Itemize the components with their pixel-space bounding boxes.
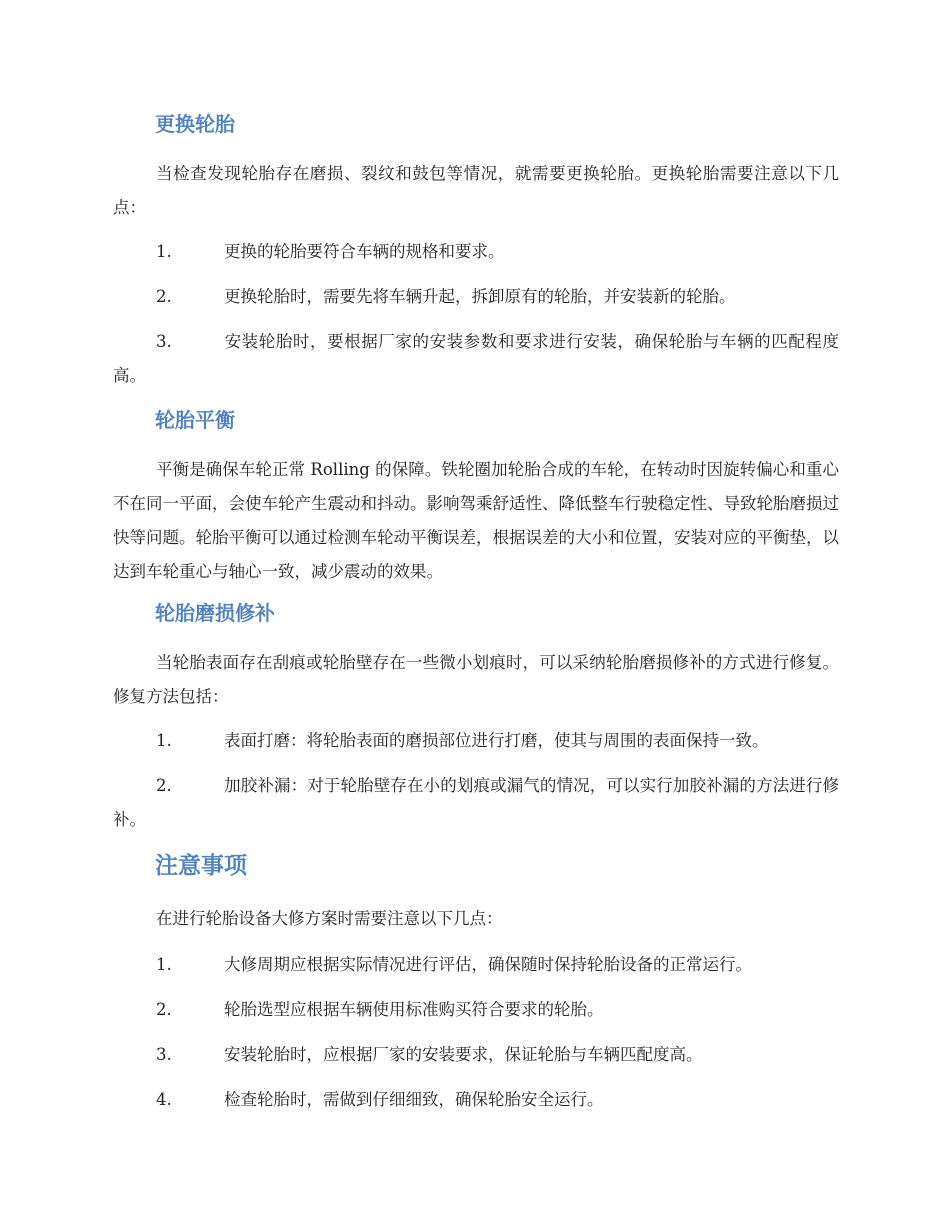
list-item [113, 1083, 839, 1117]
list-item [113, 325, 839, 393]
section-heading-replace-tires: 更换轮胎 [155, 112, 235, 136]
list-item-text: 安装轮胎时，要根据厂家的安装参数和要求进行安装，确保轮胎与车辆的匹配程度高。 [113, 332, 839, 385]
section-intro-tire-wear-repair: 当轮胎表面存在刮痕或轮胎壁存在一些微小划痕时，可以采纳轮胎磨损修补的方式进行修复。修复方法包括： [113, 653, 839, 706]
section-heading-tire-balance: 轮胎平衡 [155, 408, 235, 432]
list-item [113, 993, 839, 1027]
list-item-text: 检查轮胎时，需做到仔细细致，确保轮胎安全运行。 [224, 1090, 604, 1109]
list-item-number: 3. [156, 332, 172, 351]
section-heading-tire-wear-repair: 轮胎磨损修补 [155, 601, 275, 625]
list-item-text: 更换轮胎时，需要先将车辆升起，拆卸原有的轮胎，并安装新的轮胎。 [224, 287, 736, 306]
list-item-number: 2. [156, 287, 172, 306]
list-item [113, 1038, 839, 1072]
list-item [113, 235, 839, 269]
list-item-text: 加胶补漏：对于轮胎壁存在小的划痕或漏气的情况，可以实行加胶补漏的方法进行修补。 [113, 776, 839, 829]
list-item-number: 1. [156, 731, 172, 750]
list-item [113, 724, 839, 758]
list-item-number: 3. [156, 1045, 172, 1064]
list-item [113, 280, 839, 314]
section-heading-notes: 注意事项 [155, 853, 247, 879]
list-item [113, 948, 839, 982]
list-item-text: 安装轮胎时，应根据厂家的安装要求，保证轮胎与车辆匹配度高。 [224, 1045, 703, 1064]
list-item [113, 769, 839, 837]
list-item-number: 1. [156, 955, 172, 974]
list-item-text: 更换的轮胎要符合车辆的规格和要求。 [224, 242, 505, 261]
list-item-text: 表面打磨：将轮胎表面的磨损部位进行打磨，使其与周围的表面保持一致。 [224, 731, 769, 750]
list-item-number: 2. [156, 1000, 172, 1019]
section-intro-replace-tires: 当检查发现轮胎存在磨损、裂纹和鼓包等情况，就需要更换轮胎。更换轮胎需要注意以下几点： [113, 164, 839, 217]
list-item-number: 2. [156, 776, 172, 795]
section-intro-notes: 在进行轮胎设备大修方案时需要注意以下几点： [156, 909, 503, 928]
list-item-text: 轮胎选型应根据车辆使用标准购买符合要求的轮胎。 [224, 1000, 604, 1019]
section-intro-tire-balance: 平衡是确保车轮正常 Rolling 的保障。铁轮圈加轮胎合成的车轮，在转动时因旋转偏心和重心不在同一平面，会使车轮产生震动和抖动。影响驾乘舒适性、降低整车行驶稳定性、导致轮胎磨损过快等问题。轮胎平衡可以通过检测车轮动平衡误差，根据误差的大小和位置，安装对应的平衡垫，以达到车轮重心与轴心一致，减少震动的效果。 [113, 460, 839, 581]
list-item-number: 4. [156, 1090, 172, 1109]
list-item-text: 大修周期应根据实际情况进行评估，确保随时保持轮胎设备的正常运行。 [224, 955, 752, 974]
list-item-number: 1. [156, 242, 172, 261]
